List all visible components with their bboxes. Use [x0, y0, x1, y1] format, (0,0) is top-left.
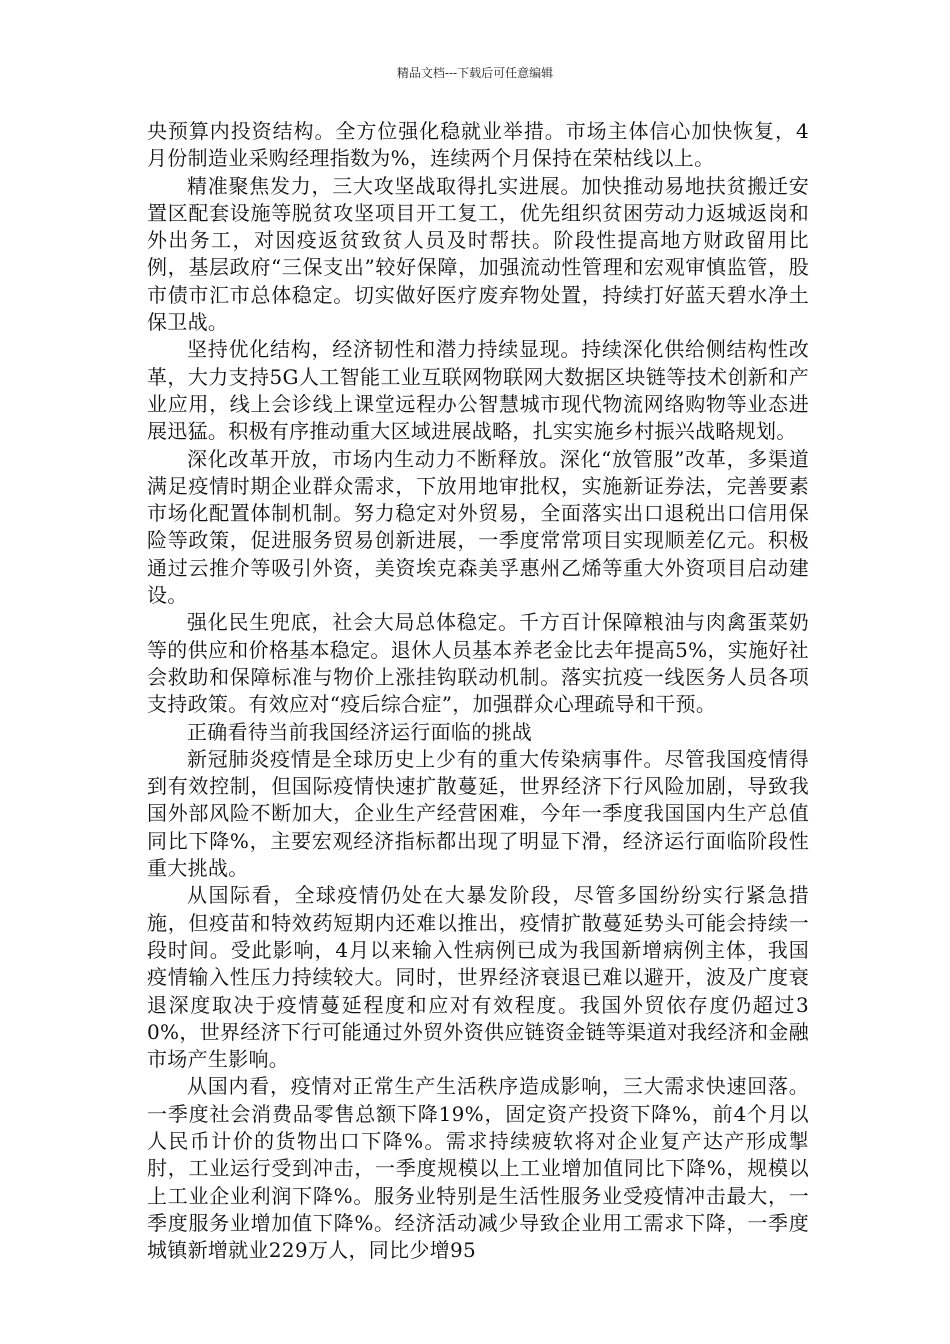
page-header: 精品文档---下载后可任意编辑 — [396, 66, 554, 80]
paragraph-3: 坚持优化结构，经济韧性和潜力持续显现。持续深化供给侧结构性改革，大力支持5G人工智能工业互联网物联网大数据区块链等技术创新和产业应用，线上会诊线上课堂远程办公智慧城市现代物流网络购物等业态进展迅猛。积极有序推动重大区域进展战略，扎实实施乡村振兴战略规划。 — [147, 337, 809, 444]
paragraph-2: 精准聚焦发力，三大攻坚战取得扎实进展。加快推动易地扶贫搬迁安置区配套设施等脱贫攻坚项目开工复工，优先组织贫困劳动力返城返岗和外出务工，对因疫返贫致贫人员及时帮扶。阶段性提高地方财政留用比例，基层政府“三保支出”较好保障，加强流动性管理和宏观审慎监管，股市债市汇市总体稳定。切实做好医疗废弃物处置，持续打好蓝天碧水净土保卫战。 — [147, 173, 809, 335]
section-heading: 正确看待当前我国经济运行面临的挑战 — [187, 719, 533, 744]
document-body — [147, 118, 809, 1264]
paragraph-1: 央预算内投资结构。全方位强化稳就业举措。市场主体信心加快恢复，4月份制造业采购经理指数为%，连续两个月保持在荣枯线以上。 — [147, 119, 809, 171]
paragraph-5: 强化民生兜底，社会大局总体稳定。千方百计保障粮油与肉禽蛋菜奶等的供应和价格基本稳定。退休人员基本养老金比去年提高5%，实施好社会救助和保障标准与物价上涨挂钩联动机制。落实抗疫一线医务人员各项支持政策。有效应对“疫后综合症”，加强群众心理疏导和干预。 — [147, 610, 809, 717]
paragraph-8: 从国内看，疫情对正常生产生活秩序造成影响，三大需求快速回落。一季度社会消费品零售总额下降19%，固定资产投资下降%，前4个月以人民币计价的货物出口下降%。需求持续疲软将对企业复产达产形成掣肘，工业运行受到冲击，一季度规模以上工业增加值同比下降%，规模以上工业企业利润下降%。服务业特别是生活性服务业受疫情冲击最大，一季度服务业增加值下降%。经济活动减少导致企业用工需求下降，一季度城镇新增就业229万人，同比少增95 — [147, 1074, 809, 1263]
paragraph-4: 深化改革开放，市场内生动力不断释放。深化“放管服”改革，多渠道满足疫情时期企业群众需求，下放用地审批权，实施新证券法，完善要素市场化配置体制机制。努力稳定对外贸易，全面落实出口退税出口信用保险等政策，促进服务贸易创新进展，一季度常常项目实现顺差亿元。积极通过云推介等吸引外资，美资埃克森美孚惠州乙烯等重大外资项目启动建设。 — [147, 446, 809, 608]
paragraph-7: 从国际看，全球疫情仍处在大暴发阶段，尽管多国纷纷实行紧急措施，但疫苗和特效药短期内还难以推出，疫情扩散蔓延势头可能会持续一段时间。受此影响，4月以来输入性病例已成为我国新增病例主体，我国疫情输入性压力持续较大。同时，世界经济衰退已难以避开，波及广度衰退深度取决于疫情蔓延程度和应对有效程度。我国外贸依存度仍超过30%，世界经济下行可能通过外贸外资供应链资金链等渠道对我经济和金融市场产生影响。 — [147, 883, 809, 1072]
paragraph-6: 新冠肺炎疫情是全球历史上少有的重大传染病事件。尽管我国疫情得到有效控制，但国际疫情快速扩散蔓延，世界经济下行风险加剧，导致我国外部风险不断加大，企业生产经营困难，今年一季度我国国内生产总值同比下降%，主要宏观经济指标都出现了明显下滑，经济运行面临阶段性重大挑战。 — [147, 746, 809, 881]
